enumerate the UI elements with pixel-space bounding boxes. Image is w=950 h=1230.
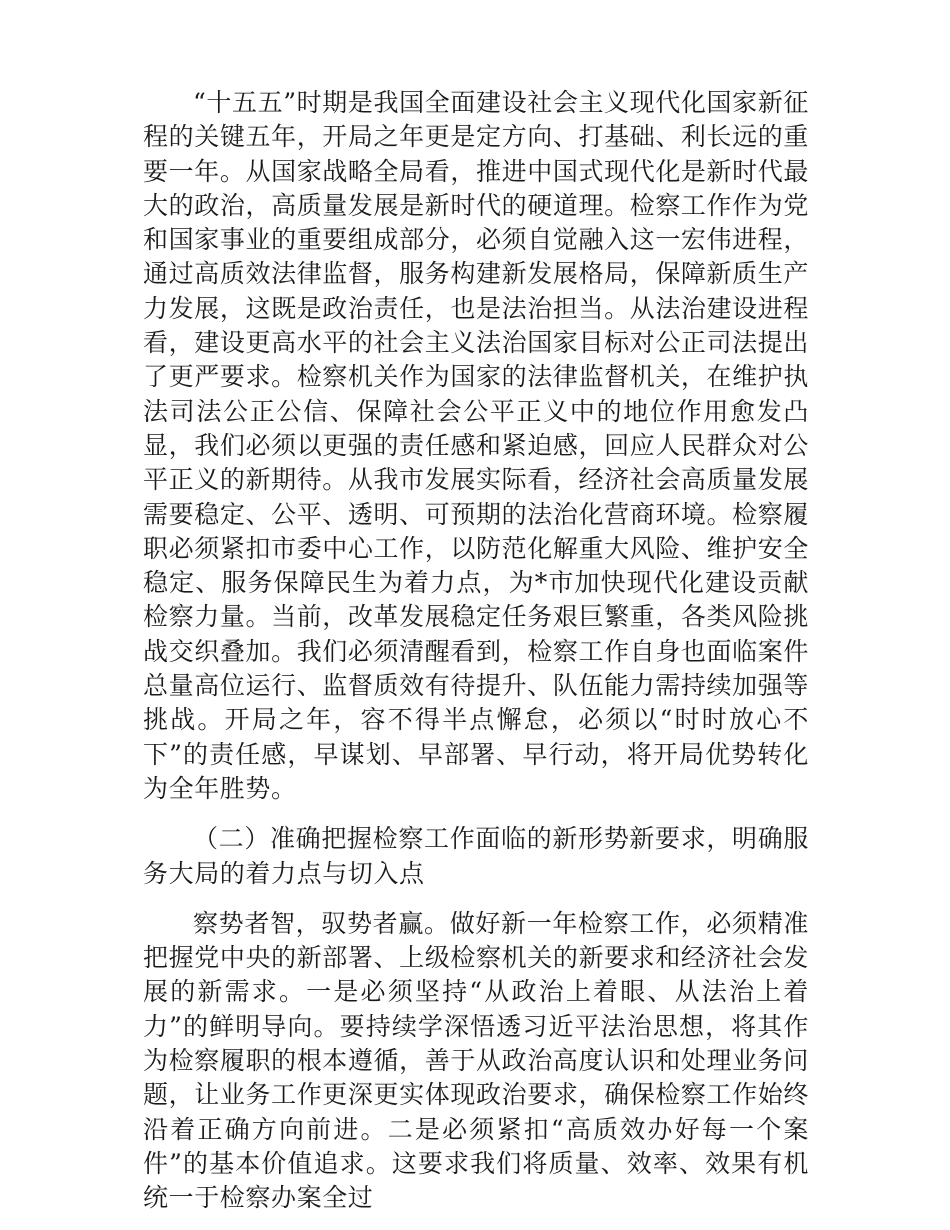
document-body bbox=[143, 86, 809, 1216]
section-heading-2: （二）准确把握检察工作面临的新形势新要求，明确服务大局的着力点与切入点 bbox=[143, 824, 809, 888]
paragraph-situation: “十五五”时期是我国全面建设社会主义现代化国家新征程的关键五年，开局之年更是定方向、打基础、利长远的重要一年。从国家战略全局看，推进中国式现代化是新时代最大的政治，高质量发展是新时代的硬道理。检察工作作为党和国家事业的重要组成部分，必须自觉融入这一宏伟进程，通过高质效法律监督，服务构建新发展格局，保障新质生产力发展，这既是政治责任，也是法治担当。从法治建设进程看，建设更高水平的社会主义法治国家目标对公正司法提出了更严要求。检察机关作为国家的法律监督机关，在维护执法司法公正公信、保障社会公平正义中的地位作用愈发凸显，我们必须以更强的责任感和紧迫感，回应人民群众对公平正义的新期待。从我市发展实际看，经济社会高质量发展需要稳定、公平、透明、可预期的法治化营商环境。检察履职必须紧扣市委中心工作，以防范化解重大风险、维护安全稳定、服务保障民生为着力点，为*市加快现代化建设贡献检察力量。当前，改革发展稳定任务艰巨繁重，各类风险挑战交织叠加。我们必须清醒看到，检察工作自身也面临案件总量高位运行、监督质效有待提升、队伍能力需持续加强等挑战。开局之年，容不得半点懈怠，必须以“时时放心不下”的责任感，早谋划、早部署、早行动，将开局优势转化为全年胜势。 bbox=[143, 88, 809, 803]
paragraph-requirements: 察势者智，驭势者赢。做好新一年检察工作，必须精准把握党中央的新部署、上级检察机关的新要求和经济社会发展的新需求。一是必须坚持“从政治上着眼、从法治上着力”的鲜明导向。要持续学深悟透习近平法治思想，将其作为检察履职的根本遵循，善于从政治高度认识和处理业务问题，让业务工作更深更实体现政治要求，确保检察工作始终沿着正确方向前进。二是必须紧扣“高质效办好每一个案件”的基本价值追求。这要求我们将质量、效率、效果有机统一于检察办案全过 bbox=[143, 908, 809, 1213]
